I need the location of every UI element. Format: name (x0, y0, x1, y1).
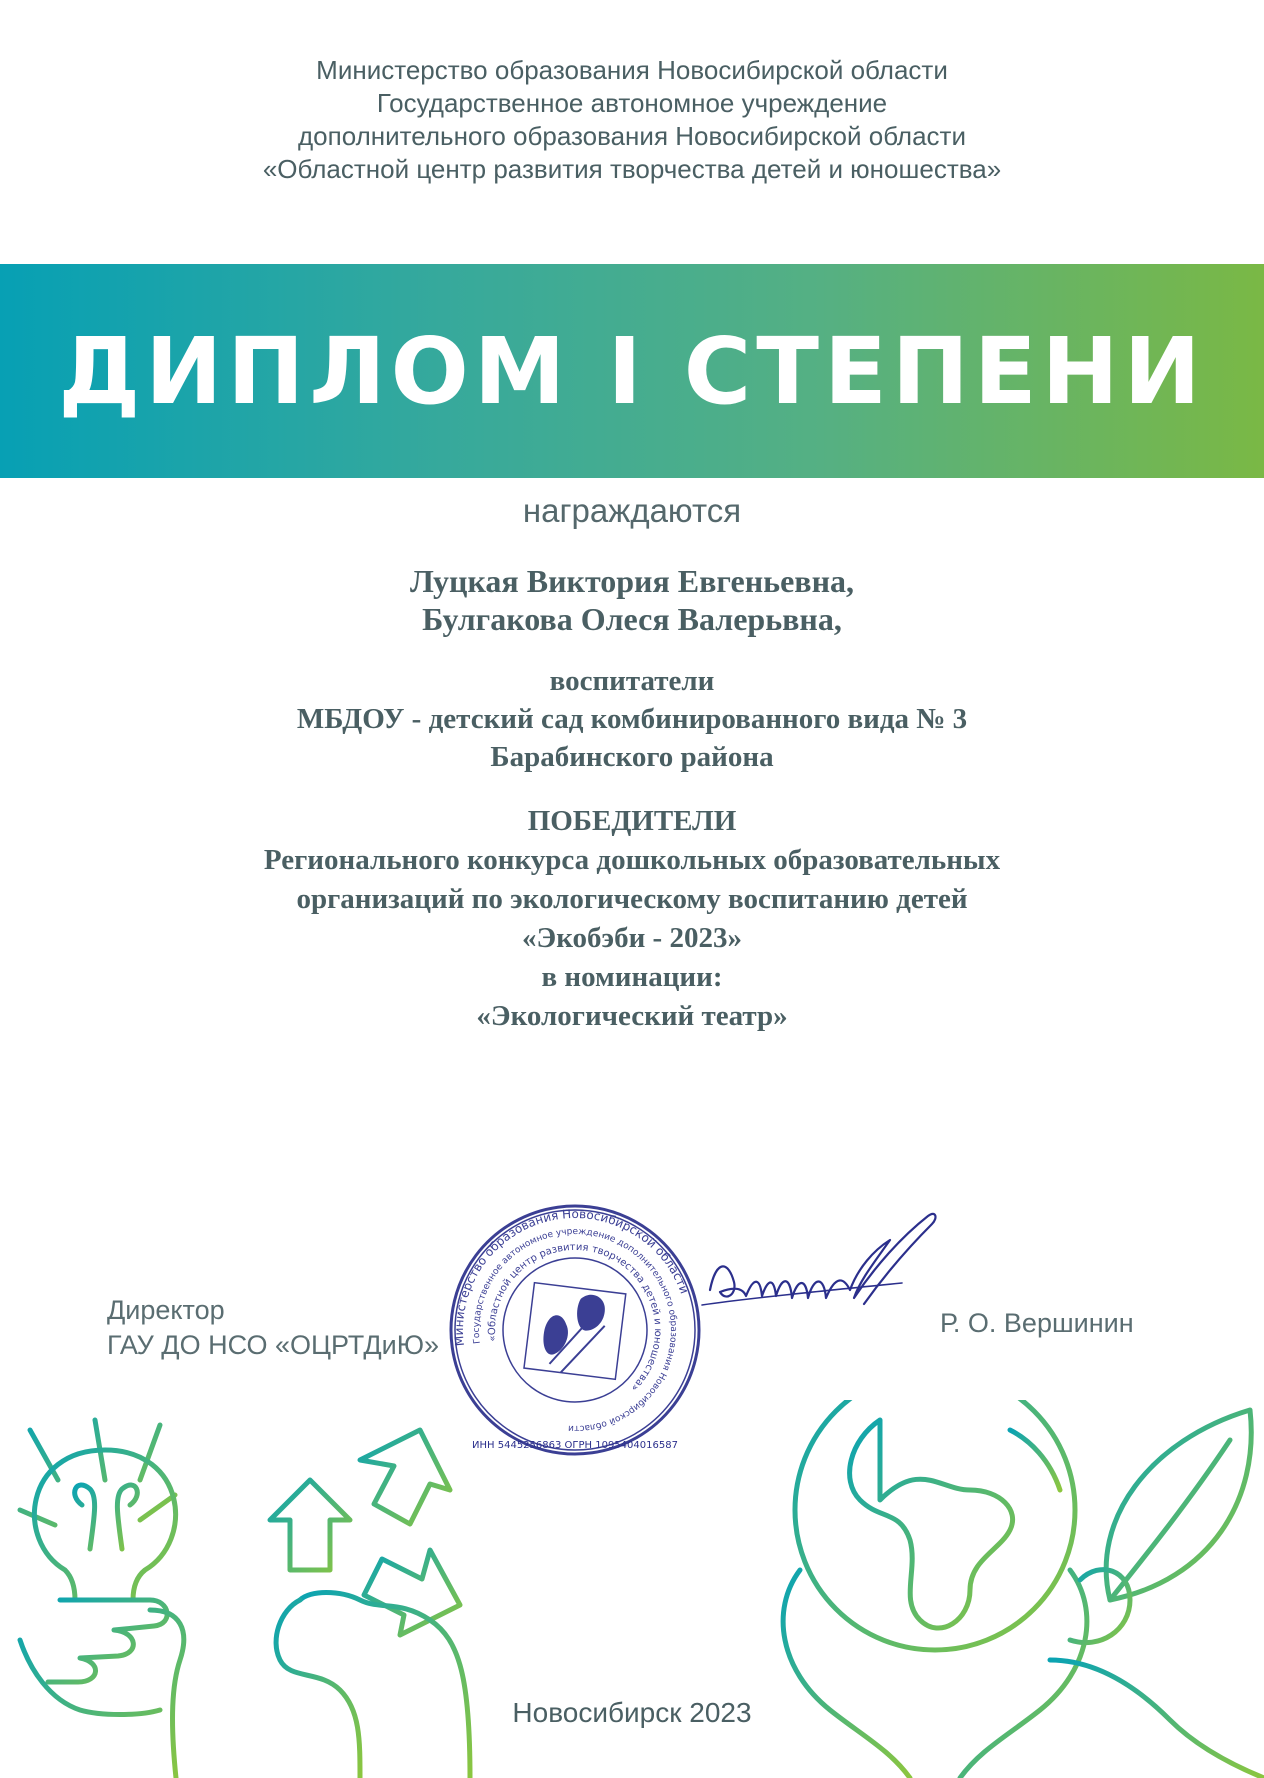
diploma-title: ДИПЛОМ I СТЕПЕНИ (58, 317, 1206, 425)
seal-emblem (512, 1270, 637, 1391)
seal-registration: ИНН 5445256863 ОГРН 1095404016587 (472, 1440, 678, 1451)
award-line: организаций по экологическому воспитанию детей (296, 883, 968, 915)
award-description (0, 802, 1264, 1036)
issuer-header (0, 54, 1264, 186)
signatory-name: Р. О. Вершинин (940, 1308, 1134, 1338)
recipients (0, 562, 1264, 638)
signatory-title (107, 1293, 439, 1363)
issuer-line: Государственное автономное учреждение (376, 88, 888, 118)
role-line: Барабинского района (490, 741, 774, 773)
awarded-label: награждаются (522, 492, 742, 529)
signatory-title-line: ГАУ ДО НСО «ОЦРТДиЮ» (107, 1330, 440, 1360)
issuer-line: «Областной центр развития творчества детей и юношества» (262, 154, 1002, 184)
award-line: в номинации: (541, 961, 723, 993)
issuer-line: Министерство образования Новосибирской области (316, 55, 948, 85)
role-line: МБДОУ - детский сад комбинированного вида № 3 (296, 703, 968, 735)
recipients-role (0, 662, 1264, 776)
seal-middle-text: Государственное автономное учреждение дополнительного образования Новосибирской области (471, 1226, 679, 1434)
signatory-title-line: Директор (107, 1295, 225, 1325)
role-line: воспитатели (549, 665, 715, 697)
title-banner (0, 264, 1264, 478)
award-line: «Экобэби - 2023» (522, 922, 742, 954)
award-line: Регионального конкурса дошкольных образовательных (263, 844, 1001, 876)
city-year: Новосибирск 2023 (512, 1697, 752, 1728)
seal-inner-text: «Областной центр развития творчества детей и юношества» (486, 1241, 664, 1394)
recipient-name: Луцкая Виктория Евгеньевна, (409, 563, 855, 599)
award-line: ПОБЕДИТЕЛИ (527, 805, 737, 837)
award-line: «Экологический театр» (476, 1000, 788, 1032)
issuer-line: дополнительного образования Новосибирской области (298, 121, 966, 151)
seal-outer-text: Министерство образования Новосибирской области (451, 1206, 692, 1347)
recipient-name: Булгакова Олеся Валерьвна, (422, 601, 842, 637)
